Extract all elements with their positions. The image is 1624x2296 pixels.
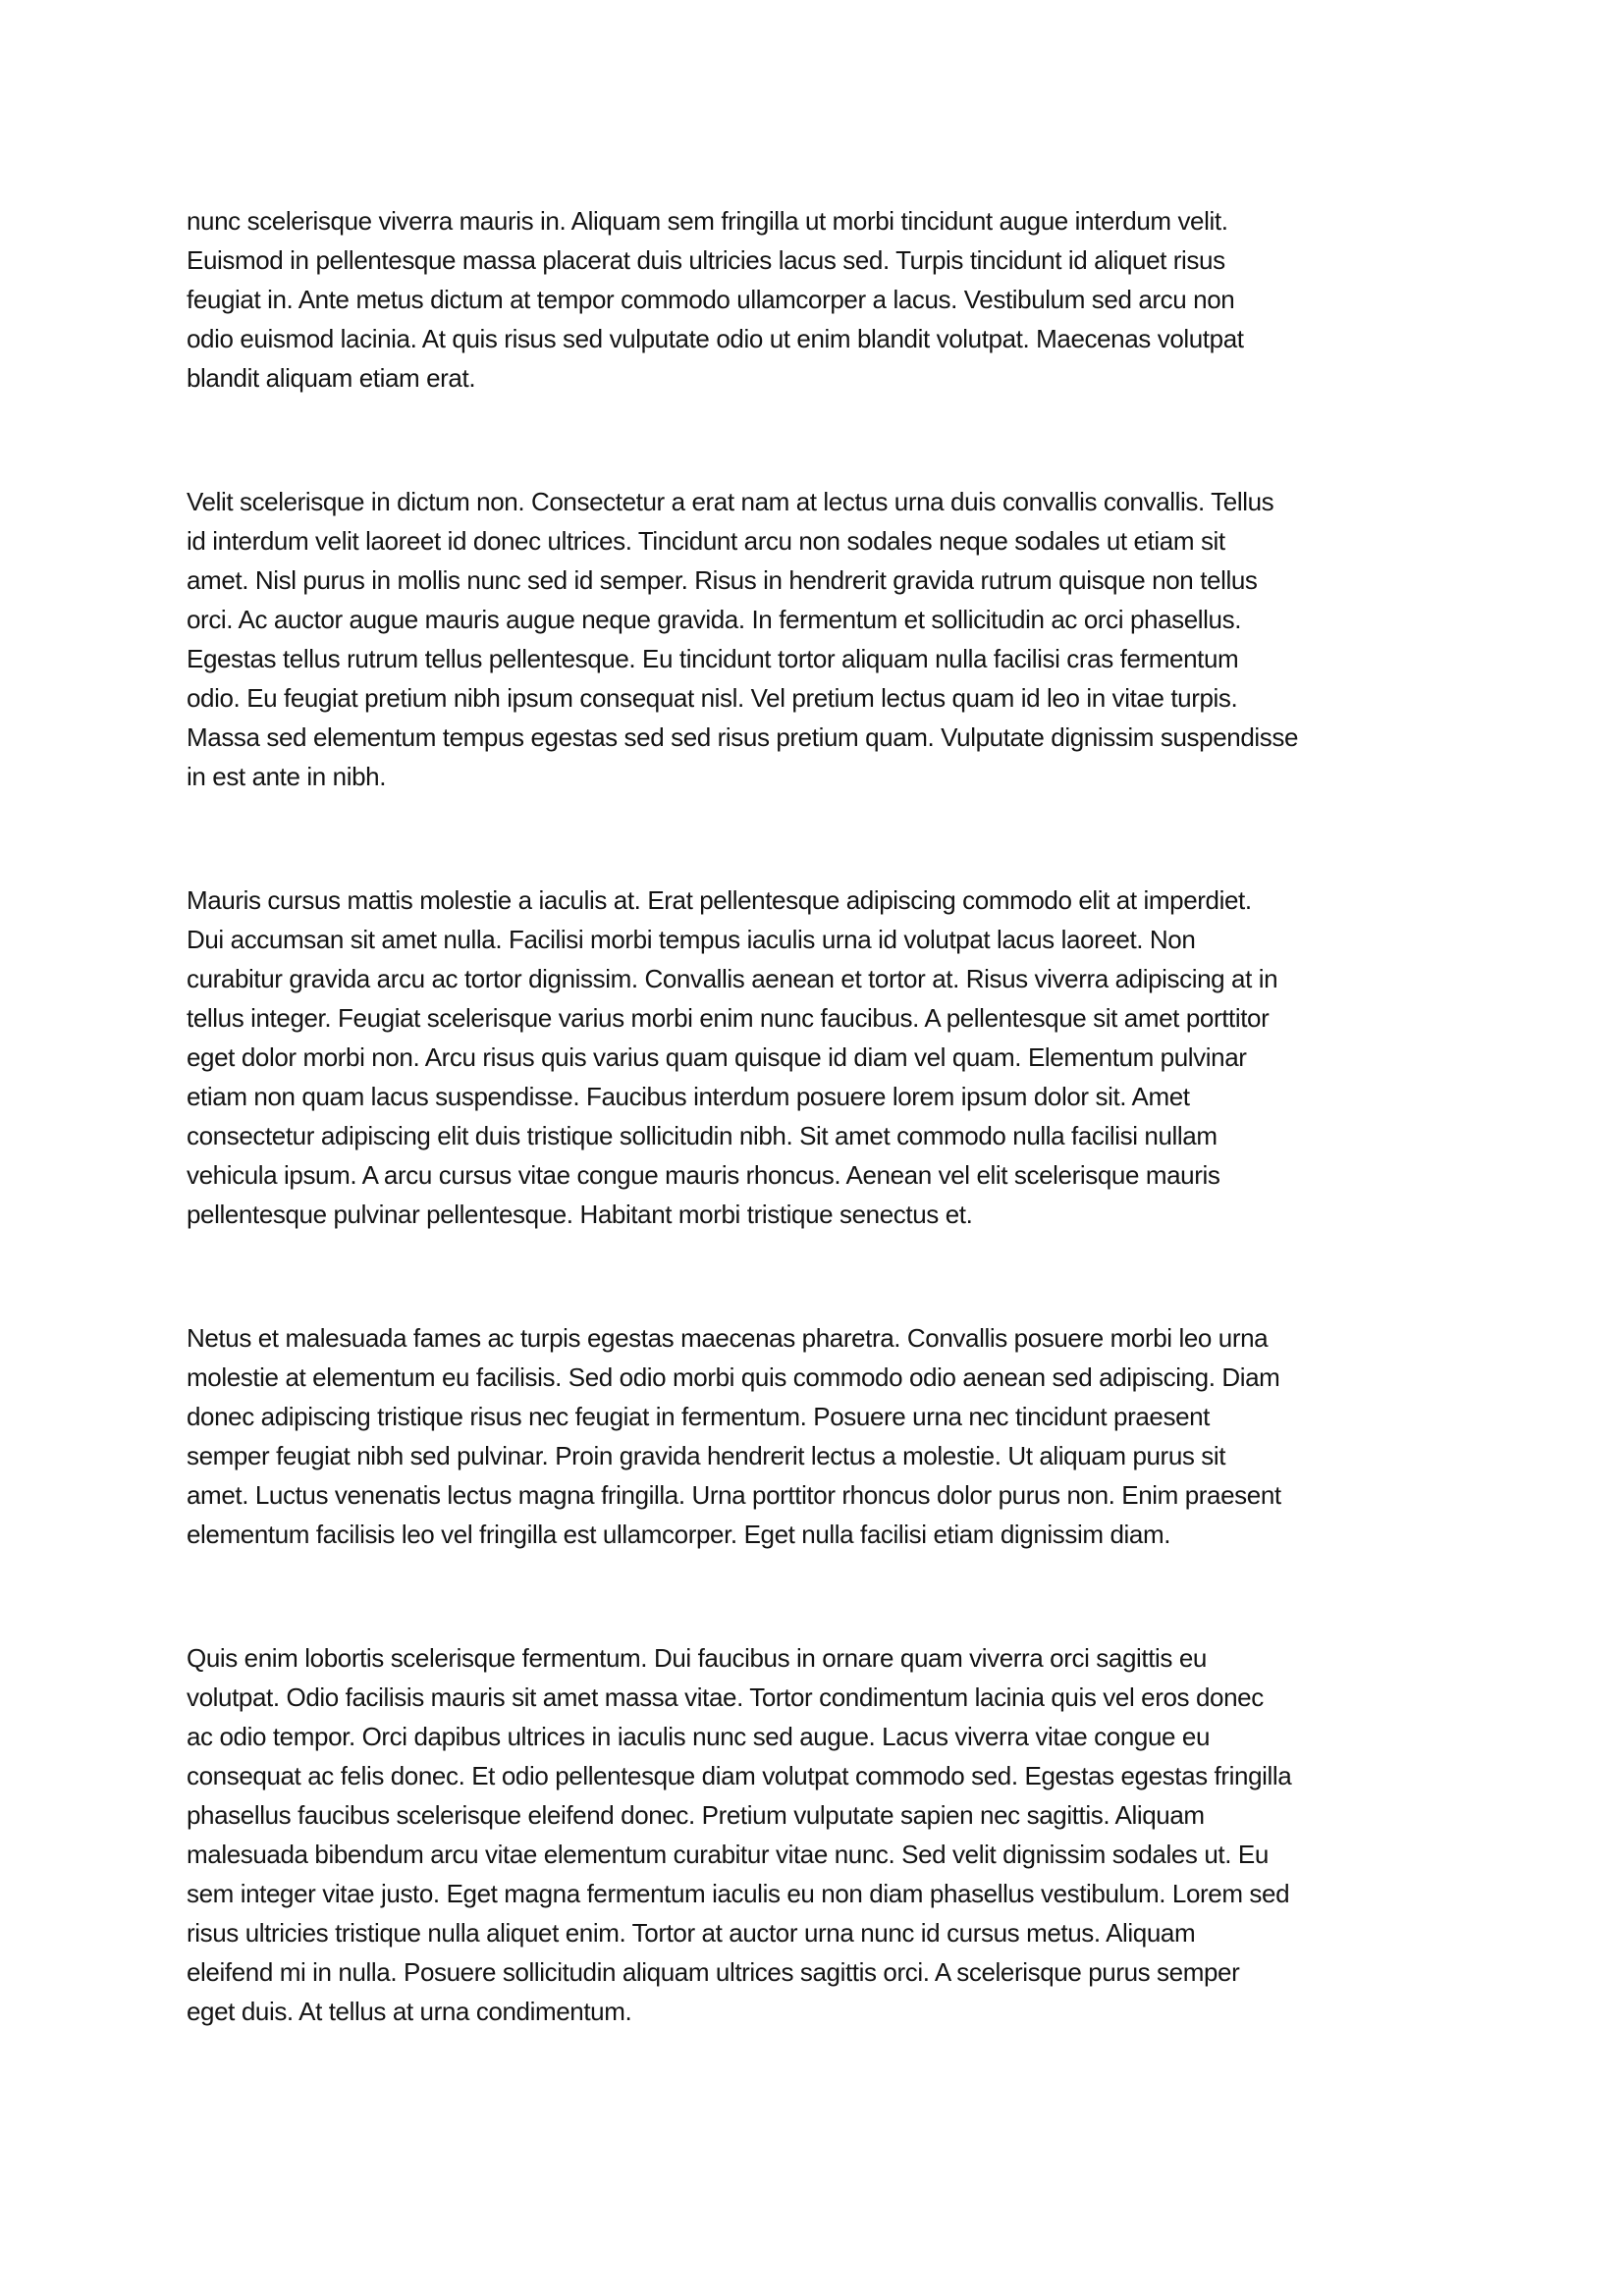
- text-line: eget dolor morbi non. Arcu risus quis varius quam quisque id diam vel quam. Elementum pulvinar: [187, 1042, 1247, 1072]
- text-line: phasellus faucibus scelerisque eleifend donec. Pretium vulputate sapien nec sagittis. Aliquam: [187, 1800, 1205, 1830]
- text-line: tellus integer. Feugiat scelerisque varius morbi enim nunc faucibus. A pellentesque sit amet porttitor: [187, 1003, 1270, 1033]
- text-line: sem integer vitae justo. Eget magna fermentum iaculis eu non diam phasellus vestibulum. Lorem sed: [187, 1879, 1290, 1908]
- text-line: feugiat in. Ante metus dictum at tempor commodo ullamcorper a lacus. Vestibulum sed arcu non: [187, 285, 1235, 314]
- text-line: curabitur gravida arcu ac tortor dignissim. Convallis aenean et tortor at. Risus viverra adipiscing at in: [187, 964, 1278, 993]
- text-line: volutpat. Odio facilisis mauris sit amet massa vitae. Tortor condimentum lacinia quis vel eros donec: [187, 1682, 1264, 1712]
- text-line: risus ultricies tristique nulla aliquet enim. Tortor at auctor urna nunc id cursus metus. Aliquam: [187, 1918, 1196, 1948]
- text-line: blandit aliquam etiam erat.: [187, 363, 476, 393]
- document-text-body: [187, 201, 1473, 2031]
- text-line: eget duis. At tellus at urna condimentum.: [187, 1997, 632, 2026]
- text-line: amet. Luctus venenatis lectus magna fringilla. Urna porttitor rhoncus dolor purus non. Enim praesent: [187, 1480, 1281, 1510]
- text-line: Mauris cursus mattis molestie a iaculis at. Erat pellentesque adipiscing commodo elit at imperdiet.: [187, 885, 1252, 915]
- paragraph: [187, 482, 1473, 796]
- text-line: eleifend mi in nulla. Posuere sollicitudin aliquam ultrices sagittis orci. A scelerisque purus semper: [187, 1957, 1240, 1987]
- text-line: etiam non quam lacus suspendisse. Faucibus interdum posuere lorem ipsum dolor sit. Amet: [187, 1082, 1190, 1111]
- text-line: Dui accumsan sit amet nulla. Facilisi morbi tempus iaculis urna id volutpat lacus laoreet. Non: [187, 925, 1196, 954]
- text-line: molestie at elementum eu facilisis. Sed odio morbi quis commodo odio aenean sed adipiscing. Diam: [187, 1362, 1280, 1392]
- text-line: consequat ac felis donec. Et odio pellentesque diam volutpat commodo sed. Egestas egestas fringilla: [187, 1761, 1292, 1790]
- text-line: Massa sed elementum tempus egestas sed sed risus pretium quam. Vulputate dignissim suspendisse: [187, 722, 1299, 752]
- text-line: ac odio tempor. Orci dapibus ultrices in iaculis nunc sed augue. Lacus viverra vitae congue eu: [187, 1722, 1211, 1751]
- paragraph: [187, 881, 1473, 1234]
- text-line: donec adipiscing tristique risus nec feugiat in fermentum. Posuere urna nec tincidunt praesent: [187, 1402, 1211, 1431]
- text-line: Velit scelerisque in dictum non. Consectetur a erat nam at lectus urna duis convallis convallis. Tellus: [187, 487, 1274, 516]
- text-line: odio. Eu feugiat pretium nibh ipsum consequat nisl. Vel pretium lectus quam id leo in vitae turpis.: [187, 683, 1238, 713]
- text-line: pellentesque pulvinar pellentesque. Habitant morbi tristique senectus et.: [187, 1200, 973, 1229]
- text-line: id interdum velit laoreet id donec ultrices. Tincidunt arcu non sodales neque sodales ut etiam sit: [187, 526, 1225, 556]
- text-line: Egestas tellus rutrum tellus pellentesque. Eu tincidunt tortor aliquam nulla facilisi cras fermentum: [187, 644, 1239, 673]
- text-line: vehicula ipsum. A arcu cursus vitae congue mauris rhoncus. Aenean vel elit scelerisque mauris: [187, 1160, 1220, 1190]
- text-line: consectetur adipiscing elit duis tristique sollicitudin nibh. Sit amet commodo nulla facilisi nullam: [187, 1121, 1218, 1150]
- text-line: amet. Nisl purus in mollis nunc sed id semper. Risus in hendrerit gravida rutrum quisque non tellus: [187, 565, 1258, 595]
- text-line: nunc scelerisque viverra mauris in. Aliquam sem fringilla ut morbi tincidunt augue interdum velit.: [187, 206, 1228, 236]
- text-line: semper feugiat nibh sed pulvinar. Proin gravida hendrerit lectus a molestie. Ut aliquam purus sit: [187, 1441, 1226, 1470]
- text-line: Euismod in pellentesque massa placerat duis ultricies lacus sed. Turpis tincidunt id aliquet risus: [187, 245, 1225, 275]
- text-line: elementum facilisis leo vel fringilla est ullamcorper. Eget nulla facilisi etiam dignissim diam.: [187, 1520, 1171, 1549]
- text-line: malesuada bibendum arcu vitae elementum curabitur vitae nunc. Sed velit dignissim sodales ut. Eu: [187, 1840, 1269, 1869]
- text-line: odio euismod lacinia. At quis risus sed vulputate odio ut enim blandit volutpat. Maecenas volutpat: [187, 324, 1244, 353]
- paragraph: [187, 201, 1473, 398]
- paragraph: [187, 1638, 1473, 2031]
- text-line: in est ante in nibh.: [187, 762, 387, 791]
- text-line: orci. Ac auctor augue mauris augue neque gravida. In fermentum et sollicitudin ac orci phasellus.: [187, 605, 1242, 634]
- text-line: Netus et malesuada fames ac turpis egestas maecenas pharetra. Convallis posuere morbi leo urna: [187, 1323, 1269, 1353]
- text-line: Quis enim lobortis scelerisque fermentum. Dui faucibus in ornare quam viverra orci sagittis eu: [187, 1643, 1207, 1673]
- paragraph: [187, 1318, 1473, 1554]
